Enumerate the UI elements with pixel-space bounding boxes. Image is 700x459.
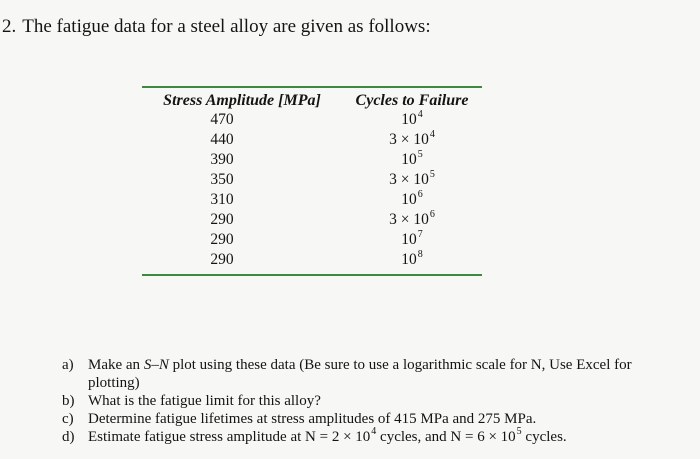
task-letter: b)	[62, 393, 75, 409]
fatigue-data-table	[142, 86, 482, 276]
task-text: cycles.	[521, 429, 567, 445]
task-c	[62, 410, 692, 428]
task-text: Determine fatigue lifetimes at stress amplitudes of 415 MPa and 275 MPa.	[88, 411, 537, 427]
cycles-to-failure-cell	[342, 170, 482, 190]
table-row	[142, 250, 482, 270]
cycles-base: 10	[401, 111, 417, 128]
task-text: What is the fatigue limit for this alloy?	[88, 393, 321, 409]
task-letter: a)	[62, 357, 74, 373]
cycles-to-failure-cell	[342, 190, 482, 210]
sn-term: S–N	[143, 357, 169, 373]
table-row	[142, 110, 482, 130]
cycles-base: 10	[401, 151, 417, 168]
cycles-coefficient: 3 ×	[389, 211, 414, 228]
task-text: Estimate fatigue stress amplitude at N = 2 × 10	[88, 429, 371, 445]
exponent: 4	[371, 426, 377, 437]
cycles-base: 10	[413, 211, 429, 228]
header-stress-amplitude: Stress Amplitude [MPa]	[163, 92, 321, 109]
stress-amplitude-cell: 290	[210, 211, 234, 228]
task-text: cycles, and N = 6 × 10	[376, 429, 516, 445]
table-row	[142, 190, 482, 210]
exponent: 5	[516, 426, 522, 437]
cycles-to-failure-cell	[342, 210, 482, 230]
cycles-exponent: 5	[429, 169, 435, 180]
cycles-exponent: 4	[417, 109, 423, 120]
cycles-base: 10	[413, 171, 429, 188]
cycles-to-failure-cell	[342, 130, 482, 150]
cycles-base: 10	[401, 191, 417, 208]
stress-amplitude-cell: 470	[210, 111, 234, 128]
task-letter: c)	[62, 411, 74, 427]
table-row	[142, 210, 482, 230]
stress-amplitude-cell: 440	[210, 131, 234, 148]
header-cycles-to-failure: Cycles to Failure	[355, 92, 469, 109]
table-row	[142, 230, 482, 250]
table-row	[142, 170, 482, 190]
stress-amplitude-cell: 390	[210, 151, 234, 168]
stress-amplitude-cell: 310	[210, 191, 234, 208]
cycles-coefficient: 3 ×	[389, 171, 414, 188]
cycles-exponent: 7	[417, 229, 423, 240]
cycles-exponent: 8	[417, 249, 423, 260]
cycles-base: 10	[413, 131, 429, 148]
cycles-to-failure-cell	[342, 230, 482, 250]
cycles-exponent: 6	[417, 189, 423, 200]
cycles-exponent: 4	[429, 129, 435, 140]
task-letter: d)	[62, 429, 75, 445]
cycles-exponent: 5	[417, 149, 423, 160]
table-row	[142, 150, 482, 170]
cycles-to-failure-cell	[342, 150, 482, 170]
stress-amplitude-cell: 290	[210, 251, 234, 268]
cycles-base: 10	[401, 231, 417, 248]
cycles-base: 10	[401, 251, 417, 268]
question-number: 2.	[2, 16, 17, 37]
cycles-to-failure-cell	[342, 110, 482, 130]
task-text: plot using these data (Be sure to use a logarithmic scale for N, Use Excel for plotting)	[88, 357, 632, 391]
task-d	[62, 428, 692, 446]
stress-amplitude-cell: 350	[210, 171, 234, 188]
cycles-coefficient: 3 ×	[389, 131, 414, 148]
question-heading	[2, 16, 431, 38]
task-list	[62, 356, 692, 446]
table-row	[142, 130, 482, 150]
question-text: The fatigue data for a steel alloy are given as follows:	[22, 16, 431, 37]
cycles-to-failure-cell	[342, 250, 482, 270]
stress-amplitude-cell: 290	[210, 231, 234, 248]
task-b	[62, 392, 692, 410]
table-header-row	[142, 88, 482, 110]
cycles-exponent: 6	[429, 209, 435, 220]
task-text: Make an	[88, 357, 144, 373]
table-bottom-rule	[142, 274, 482, 276]
task-a	[62, 356, 692, 392]
